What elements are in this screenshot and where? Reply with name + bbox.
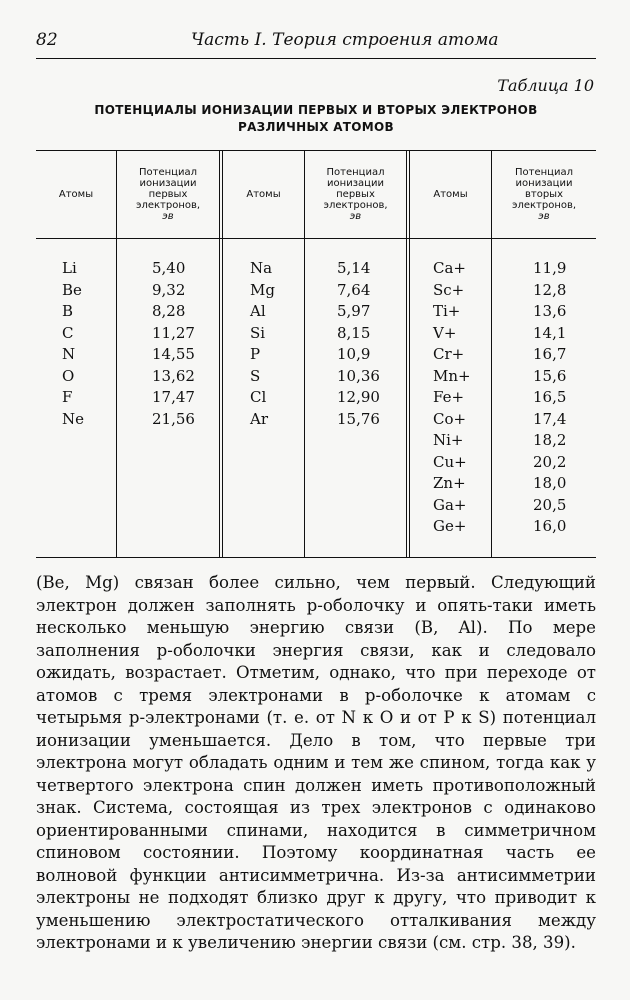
atom-cell: Ni+	[433, 431, 464, 449]
table-title-line-1: ПОТЕНЦИАЛЫ ИОНИЗАЦИИ ПЕРВЫХ И ВТОРЫХ ЭЛЕКТРОНОВ	[94, 103, 538, 117]
atom-cell: S	[250, 366, 261, 385]
header-first-potential: Потенциал ионизации первых электронов, эв	[323, 166, 388, 222]
header-atoms: Атомы	[246, 188, 281, 200]
value-cell: 17,4	[533, 409, 567, 428]
atom-cell: Li	[62, 259, 77, 277]
value-cell: 10,36	[337, 366, 380, 385]
unit-label: эв	[538, 210, 550, 222]
atom-cell: F	[62, 388, 73, 406]
value-cell: 12,90	[337, 388, 380, 406]
header-second-potential: Потенциал ионизации вторых электронов, эв	[511, 166, 577, 222]
value-cell: 18,0	[533, 474, 567, 492]
table-title-line-2: РАЗЛИЧНЫХ АТОМОВ	[238, 120, 394, 134]
value-cell: 15,76	[337, 409, 380, 428]
group3-values	[533, 258, 566, 538]
group1-atoms	[62, 258, 84, 430]
value-cell: 14,1	[533, 323, 567, 342]
group2-values	[337, 258, 380, 430]
value-cell: 17,47	[152, 388, 195, 406]
value-cell: 13,6	[533, 302, 567, 320]
atom-cell: Ga+	[433, 495, 467, 514]
value-cell: 8,28	[152, 302, 186, 320]
atom-cell: P	[250, 345, 261, 363]
atom-cell: Na	[250, 259, 273, 277]
atom-cell: Ar	[250, 409, 269, 428]
atom-cell: Zn+	[433, 474, 466, 492]
value-cell: 16,7	[533, 345, 567, 363]
table-label: Таблица 10	[497, 76, 594, 95]
table-title	[36, 102, 596, 136]
value-cell: 10,9	[337, 345, 371, 363]
value-cell: 15,6	[533, 366, 567, 385]
value-cell: 11,27	[152, 323, 195, 342]
header-atoms: Атомы	[58, 188, 94, 200]
atom-cell: C	[62, 323, 74, 342]
atom-cell: Ge+	[433, 517, 467, 535]
table-header-rule	[36, 238, 596, 239]
value-cell: 14,55	[152, 345, 195, 363]
header-first-potential: Потенциал ионизации первых электронов, эв	[135, 166, 201, 222]
value-cell: 12,8	[533, 280, 567, 299]
atom-cell: N	[62, 345, 76, 363]
value-cell: 8,15	[337, 323, 371, 342]
atom-cell: O	[62, 366, 75, 385]
value-cell: 5,14	[337, 259, 371, 277]
atom-cell: Cr+	[433, 345, 465, 363]
unit-label: эв	[349, 210, 362, 222]
atom-cell: Sc+	[433, 280, 465, 299]
page-number: 82	[36, 30, 58, 50]
atom-cell: Be	[62, 280, 82, 299]
group2-atoms	[250, 258, 275, 430]
body-paragraph: (Be, Mg) связан более сильно, чем первый. Следующий электрон должен заполнять p-оболочку и опять-таки иметь несколько меньшую энергию связи (B, Al). По мере заполнения p-оболочки энергия связи, как и следовало ожидать, возрастает. Отметим, однако, что при переходе от атомов с тремя электронами в p-оболочке к атомам с четырьмя p-электронами (т. е. от N к O и от P к S) потенциал ионизации уменьшается. Дело в том, что первые три электрона могут обладать одним и тем же спином, тогда как у четвертого электрона спин должен иметь противоположный знак. Система, состоящая из трех электронов с одинаково ориентированными спинами, находится в симметричном спиновом состоянии. Поэтому координатная часть ее волновой функции антисимметрична. Из-за антисимметрии электроны не подходят близко друг к другу, что приводит к уменьшению электростатического отталкивания между электронами и к увеличению энергии связи (см. стр. 38, 39).	[36, 573, 596, 952]
unit-label: эв	[162, 210, 174, 222]
atom-cell: B	[62, 302, 74, 320]
ionization-table	[36, 150, 596, 558]
atom-cell: Si	[250, 323, 266, 342]
atom-cell: Fe+	[433, 388, 465, 406]
atom-cell: Ne	[62, 409, 85, 428]
value-cell: 16,5	[533, 388, 567, 406]
atom-cell: Ca+	[433, 259, 466, 277]
atom-cell: Cu+	[433, 452, 467, 471]
header-rule	[36, 58, 596, 59]
atom-cell: V+	[433, 323, 457, 342]
atom-cell: Al	[250, 302, 266, 320]
value-cell: 11,9	[533, 259, 567, 277]
value-cell: 13,62	[152, 366, 195, 385]
value-cell: 16,0	[533, 517, 567, 535]
running-title: Часть I. Теория строения атома	[191, 30, 499, 50]
atom-cell: Cl	[250, 388, 267, 406]
atom-cell: Co+	[433, 409, 467, 428]
header-atoms: Атомы	[433, 188, 468, 200]
atom-cell: Mg	[250, 280, 275, 299]
value-cell: 21,56	[152, 409, 195, 428]
value-cell: 20,5	[533, 495, 567, 514]
value-cell: 5,40	[152, 259, 186, 277]
value-cell: 20,2	[533, 452, 567, 471]
page-header	[36, 30, 594, 54]
table-bottom-rule	[36, 557, 596, 558]
atom-cell: Mn+	[433, 366, 471, 385]
group1-values	[152, 258, 195, 430]
value-cell: 18,2	[533, 431, 567, 449]
value-cell: 7,64	[337, 280, 371, 299]
value-cell: 9,32	[152, 280, 186, 299]
value-cell: 5,97	[337, 302, 371, 320]
atom-cell: Ti+	[433, 302, 461, 320]
group3-atoms	[433, 258, 471, 538]
